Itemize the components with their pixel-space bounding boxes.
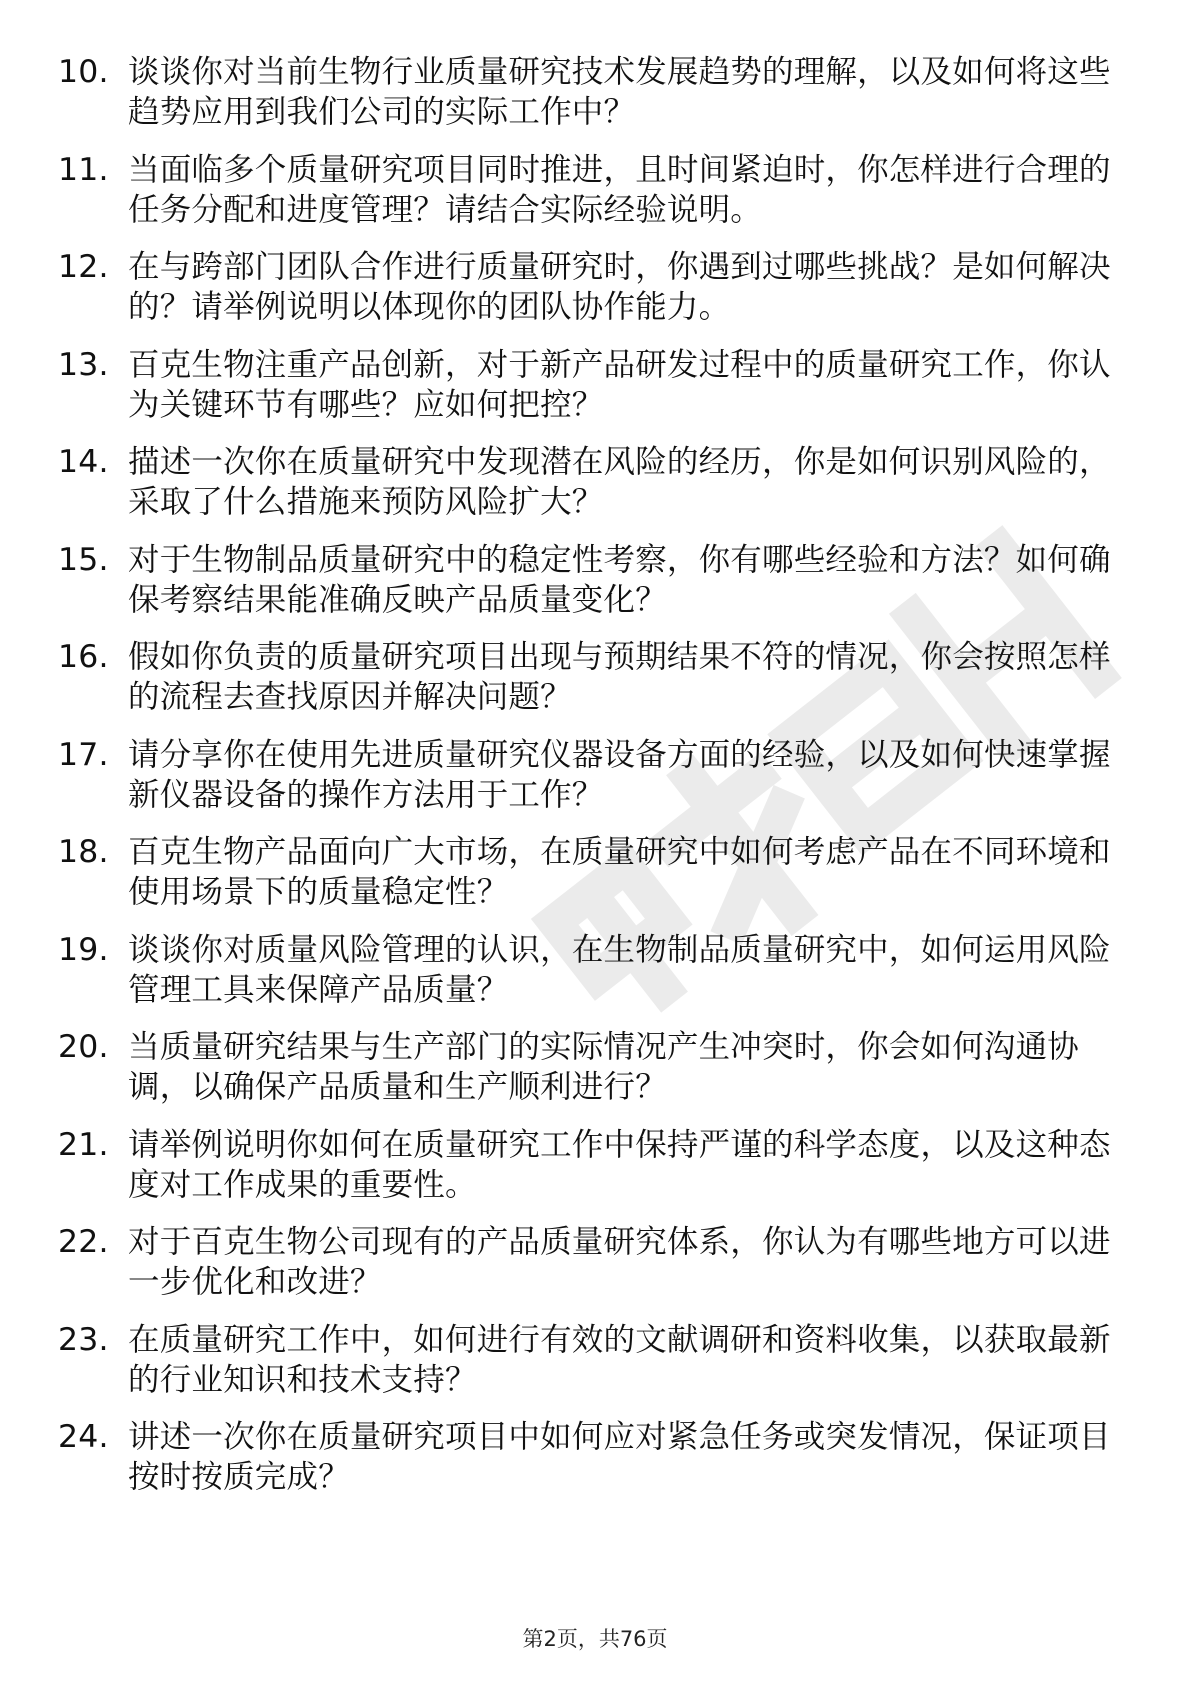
question-item (58, 930, 1118, 1010)
question-text: 假如你负责的质量研究项目出现与预期结果不符的情况，你会按照怎样的流程去查找原因并解决问题？ (128, 639, 1111, 715)
question-number: 17. (58, 736, 109, 773)
question-number: 23. (58, 1321, 109, 1358)
question-text: 当面临多个质量研究项目同时推进，且时间紧迫时，你怎样进行合理的任务分配和进度管理？请结合实际经验说明。 (128, 151, 1111, 228)
page-footer (0, 1626, 1190, 1652)
question-item (58, 735, 1118, 815)
question-number: 22. (58, 1224, 109, 1260)
question-number: 16. (58, 639, 109, 675)
question-item (58, 832, 1118, 912)
question-text: 对于生物制品质量研究中的稳定性考察，你有哪些经验和方法？如何确保考察结果能准确反映产品质量变化？ (128, 541, 1111, 618)
question-item (58, 1125, 1118, 1205)
question-number: 14. (58, 444, 109, 480)
question-item (58, 1417, 1118, 1497)
question-item (58, 637, 1118, 717)
question-number: 20. (58, 1029, 109, 1065)
question-item (58, 1027, 1118, 1107)
question-item (58, 1320, 1118, 1400)
question-number: 24. (58, 1419, 109, 1455)
question-item (58, 540, 1118, 620)
question-number: 13. (58, 346, 109, 383)
question-number: 19. (58, 931, 109, 968)
question-text: 在质量研究工作中，如何进行有效的文献调研和资料收集，以获取最新的行业知识和技术支持？ (128, 1321, 1111, 1398)
question-item (58, 247, 1118, 327)
question-number: 11. (58, 151, 109, 188)
question-item (58, 52, 1118, 132)
question-number: 21. (58, 1126, 109, 1163)
question-text: 在与跨部门团队合作进行质量研究时，你遇到过哪些挑战？是如何解决的？请举例说明以体现你的团队协作能力。 (128, 249, 1111, 325)
question-item (58, 345, 1118, 425)
question-text: 谈谈你对质量风险管理的认识，在生物制品质量研究中，如何运用风险管理工具来保障产品质量？ (128, 931, 1111, 1008)
question-number: 18. (58, 834, 109, 870)
page-number-label: 第2页，共76页 (522, 1627, 668, 1651)
question-number: 15. (58, 541, 109, 578)
question-item (58, 150, 1118, 230)
question-number: 10. (58, 54, 109, 90)
question-number: 12. (58, 249, 109, 285)
question-text: 描述一次你在质量研究中发现潜在风险的经历，你是如何识别风险的，采取了什么措施来预防风险扩大？ (128, 444, 1111, 520)
question-text: 百克生物产品面向广大市场，在质量研究中如何考虑产品在不同环境和使用场景下的质量稳定性？ (128, 834, 1111, 910)
question-text: 讲述一次你在质量研究项目中如何应对紧急任务或突发情况，保证项目按时按质完成？ (128, 1419, 1111, 1495)
question-text: 请分享你在使用先进质量研究仪器设备方面的经验，以及如何快速掌握新仪器设备的操作方法用于工作？ (128, 736, 1111, 813)
question-text: 百克生物注重产品创新，对于新产品研发过程中的质量研究工作，你认为关键环节有哪些？应如何把控？ (128, 346, 1111, 423)
question-text: 对于百克生物公司现有的产品质量研究体系，你认为有哪些地方可以进一步优化和改进？ (128, 1224, 1111, 1300)
question-text: 当质量研究结果与生产部门的实际情况产生冲突时，你会如何沟通协调，以确保产品质量和生产顺利进行？ (128, 1029, 1080, 1105)
question-text: 请举例说明你如何在质量研究工作中保持严谨的科学态度，以及这种态度对工作成果的重要性。 (128, 1126, 1111, 1203)
question-text: 谈谈你对当前生物行业质量研究技术发展趋势的理解，以及如何将这些趋势应用到我们公司的实际工作中？ (128, 54, 1111, 130)
question-item (58, 442, 1118, 522)
question-item (58, 1222, 1118, 1302)
question-list (58, 52, 1118, 1515)
